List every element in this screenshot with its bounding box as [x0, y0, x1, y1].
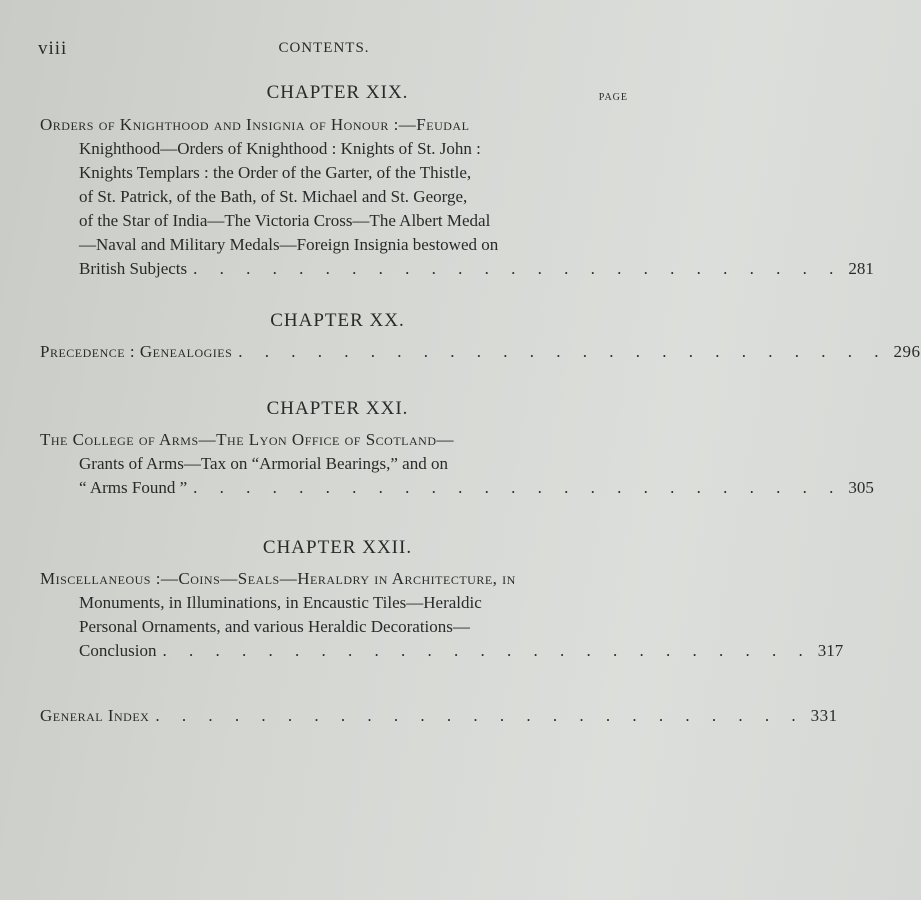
page-number: 305: [848, 478, 874, 497]
entry-last-line: [40, 476, 874, 500]
entry-last-line: [40, 704, 838, 728]
entry-line: The College of Arms—The Lyon Office of Scotland—: [40, 430, 454, 449]
entry-line: Monuments, in Illuminations, in Encaustic Tiles—Heraldic: [79, 593, 482, 612]
chapter-heading: CHAPTER XIX.: [266, 82, 409, 103]
dot-leader: . . . . . . . . . . . . . . . . . . . . . . . . .: [193, 478, 843, 497]
dot-leader: . . . . . . . . . . . . . . . . . . . . . . . . .: [238, 342, 888, 361]
dot-leader: . . . . . . . . . . . . . . . . . . . . . . . . .: [162, 641, 812, 660]
entry-line: Personal Ornaments, and various Heraldic Decorations—: [79, 617, 470, 636]
entry-last-line: [40, 257, 874, 281]
page-number: 317: [817, 641, 844, 660]
entry-line: —Naval and Military Medals—Foreign Insignia bestowed on: [79, 235, 499, 254]
chapter-entry: [40, 428, 874, 500]
dot-leader: . . . . . . . . . . . . . . . . . . . . . . . . .: [155, 706, 805, 725]
entry-text: British Subjects: [79, 259, 188, 278]
page-header: [38, 38, 630, 62]
entry-line: Knights Templars : the Order of the Garter, of the Thistle,: [79, 163, 472, 182]
entry-text: Precedence : Genealogies: [40, 342, 233, 361]
entry-line: Grants of Arms—Tax on “Armorial Bearings,” and on: [79, 454, 448, 473]
entry-line: Miscellaneous :—Coins—Seals—Heraldry in Architecture, in: [40, 569, 516, 588]
chapter-heading: CHAPTER XXI.: [266, 398, 409, 419]
entry-text: General Index: [40, 706, 150, 725]
chapter-heading: CHAPTER XX.: [270, 310, 405, 331]
entry-text: “ Arms Found ”: [79, 478, 188, 497]
chapter-heading: CHAPTER XXII.: [262, 537, 413, 558]
chapter-entry: [40, 340, 921, 364]
entry-last-line: [40, 340, 921, 364]
entry-line: of the Star of India—The Victoria Cross—The Albert Medal: [79, 211, 491, 230]
dot-leader: . . . . . . . . . . . . . . . . . . . . . . . . .: [193, 259, 843, 278]
index-entry: [40, 704, 838, 728]
page-folio: viii: [38, 38, 68, 59]
page-number: 331: [810, 706, 838, 725]
entry-text: Conclusion: [79, 641, 157, 660]
page-number: 281: [848, 259, 874, 278]
entry-line: of St. Patrick, of the Bath, of St. Michael and St. George,: [79, 187, 468, 206]
page-column-label: PAGE: [598, 92, 628, 103]
running-title: CONTENTS.: [278, 40, 370, 56]
chapter-entry: [40, 567, 844, 663]
entry-line: Orders of Knighthood and Insignia of Honour :—Feudal: [40, 115, 470, 134]
entry-line: Knighthood—Orders of Knighthood : Knights of St. John :: [79, 139, 481, 158]
page-number: 296: [893, 342, 921, 361]
entry-last-line: [40, 639, 844, 663]
chapter-entry: [40, 113, 874, 281]
